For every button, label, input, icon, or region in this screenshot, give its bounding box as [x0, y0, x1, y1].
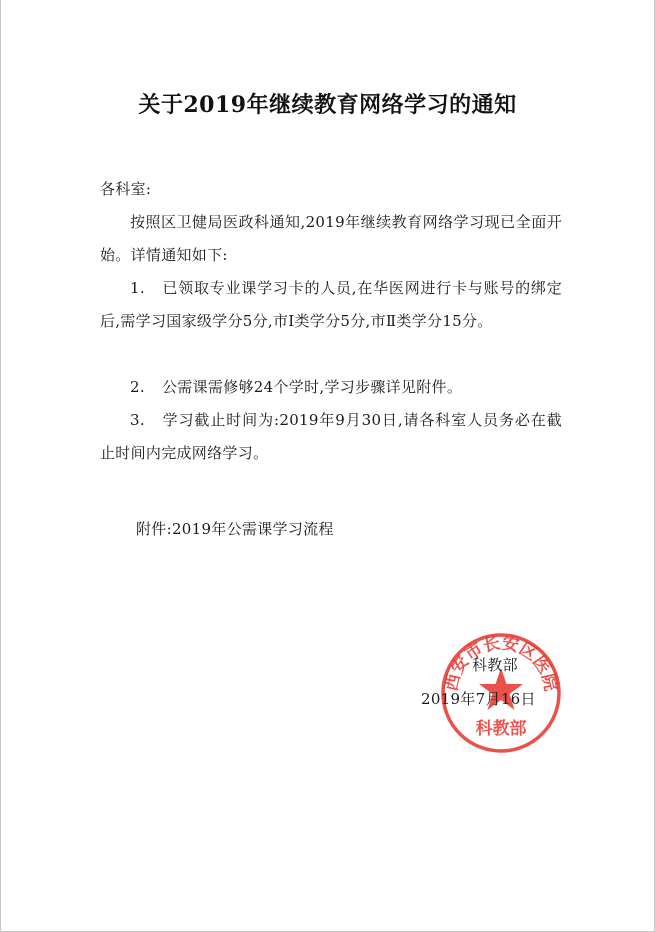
item-text: 公需课需修够24个学时,学习步骤详见附件。 — [162, 378, 463, 396]
intro-paragraph: 按照区卫健局医政科通知,2019年继续教育网络学习现已全面开始。详情通知如下: — [100, 213, 562, 264]
signature-date: 2019年7月16日 — [421, 690, 536, 708]
attachment-line: 附件:2019年公需课学习流程 — [136, 520, 334, 538]
notice-item-3 — [100, 404, 562, 470]
seal-center-text: 科教部 — [475, 719, 527, 739]
seal-ring-text: 西安市长安区医院 — [441, 633, 561, 693]
notice-item-2 — [100, 371, 562, 404]
item-number: 1. — [130, 279, 145, 297]
document-title: 关于2019年继续教育网络学习的通知 — [138, 92, 517, 118]
item-text: 已领取专业课学习卡的人员,在华医网进行卡与账号的绑定后,需学习国家级学分5分,市Ⅰ类学分5分,市Ⅱ类学分15分。 — [100, 279, 562, 330]
item-number: 3. — [130, 411, 145, 429]
page-border-left — [0, 0, 1, 932]
item-number: 2. — [130, 378, 145, 396]
notice-item-1 — [100, 272, 562, 338]
salutation: 各科室: — [100, 180, 152, 198]
signature-department: 科教部 — [472, 656, 518, 674]
item-text: 学习截止时间为:2019年9月30日,请各科室人员务必在截止时间内完成网络学习。 — [100, 411, 562, 462]
